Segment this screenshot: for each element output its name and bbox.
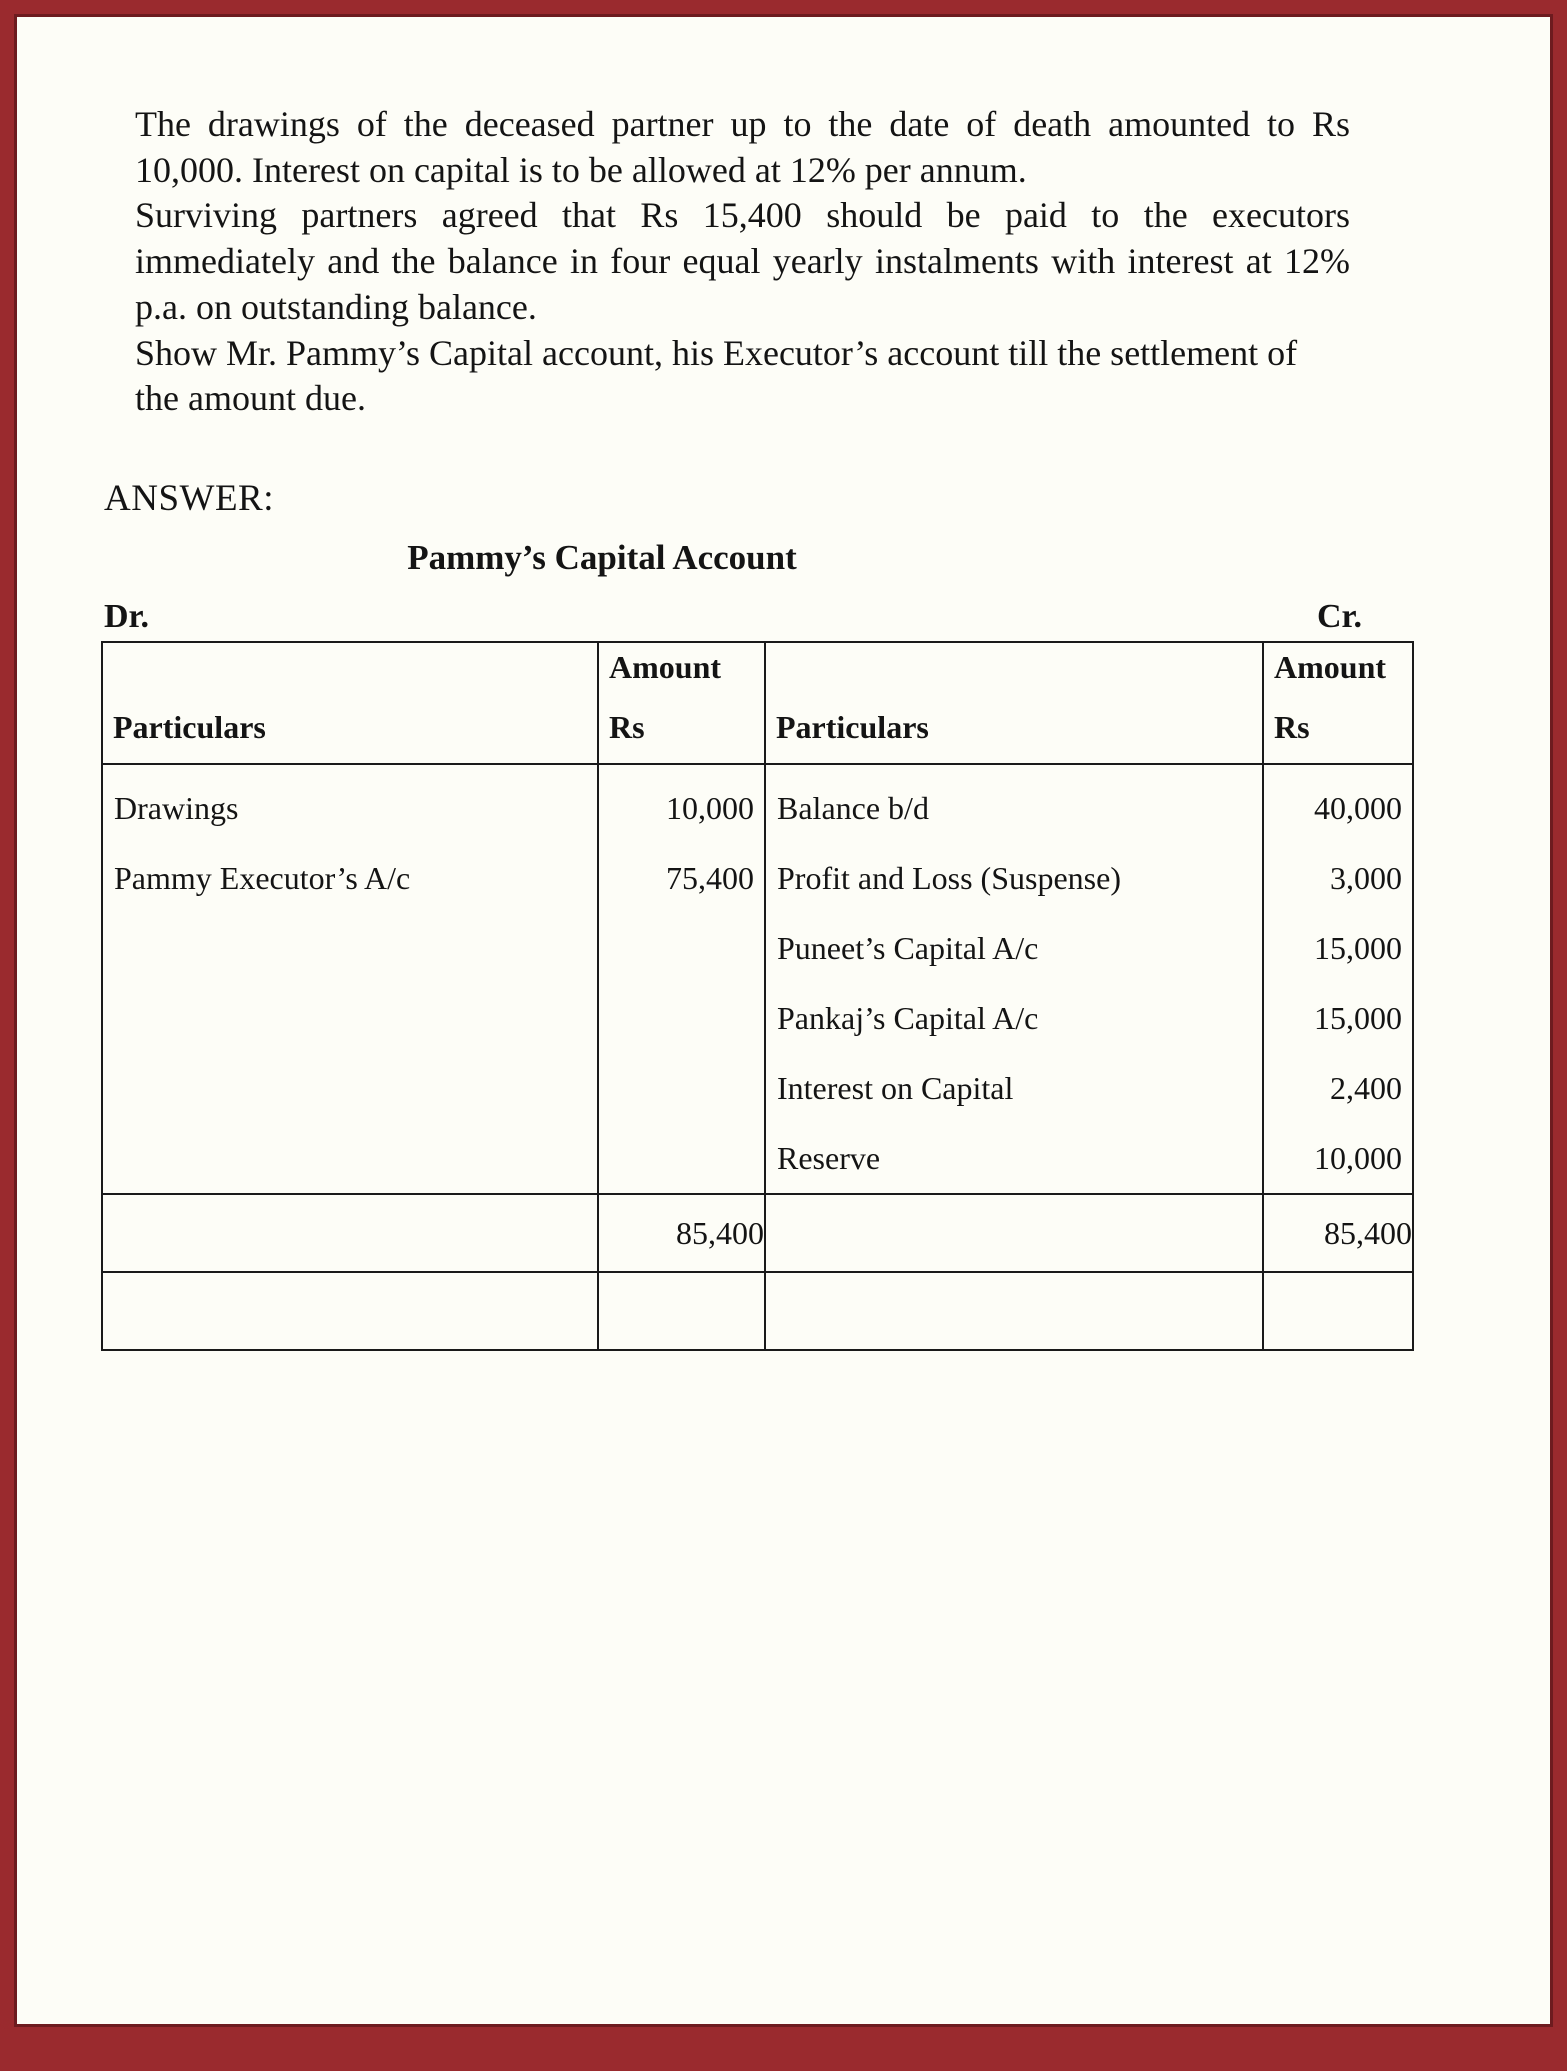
answer-label: ANSWER: xyxy=(104,478,274,519)
debit-entry-particulars-0: Drawings xyxy=(114,790,239,826)
credit-entry-amount-3: 15,000 xyxy=(1314,1000,1402,1036)
credit-particulars-cell xyxy=(765,764,1263,1194)
credit-entry-amount-0: 40,000 xyxy=(1314,790,1402,826)
credit-entry-amount-4: 2,400 xyxy=(1330,1070,1402,1106)
trailing-debit-amount xyxy=(598,1272,765,1350)
pammy-capital-account-table xyxy=(101,641,1414,1351)
table-entries-row xyxy=(102,764,1413,1194)
table-trailing-row xyxy=(102,1272,1413,1350)
header-amount-credit-currency: Rs xyxy=(1274,709,1310,745)
credit-entry-amount-1: 3,000 xyxy=(1330,860,1402,896)
document-content xyxy=(22,20,1545,2017)
header-amount-debit xyxy=(598,642,765,764)
header-amount-debit-currency: Rs xyxy=(609,709,645,745)
intro-paragraphs xyxy=(135,102,1350,422)
header-amount-debit-top: Amount xyxy=(609,649,722,685)
intro-paragraph-1: The drawings of the deceased partner up to the date of death amounted to Rs 10,000. Interest on capital is to be allowed at 12% per annum. xyxy=(135,104,1350,190)
debit-side-label: Dr. xyxy=(104,598,150,635)
totals-credit-amount: 85,400 xyxy=(1263,1194,1413,1272)
debit-entry-amount-1: 75,400 xyxy=(666,860,754,896)
debit-amounts-list xyxy=(599,773,764,913)
header-amount-credit xyxy=(1263,642,1413,764)
credit-entry-amount-5: 10,000 xyxy=(1314,1140,1402,1176)
cell-spacer xyxy=(103,765,597,773)
credit-amounts-cell xyxy=(1263,764,1413,1194)
header-particulars-debit xyxy=(102,642,598,764)
credit-entry-particulars-5: Reserve xyxy=(777,1140,881,1176)
credit-entry-amount-2: 15,000 xyxy=(1314,930,1402,966)
cell-spacer xyxy=(599,765,764,773)
totals-credit-particulars-blank xyxy=(765,1194,1263,1272)
header-particulars-credit xyxy=(765,642,1263,764)
credit-particulars-list xyxy=(766,773,1262,1193)
credit-entry-particulars-4: Interest on Capital xyxy=(777,1070,1014,1106)
trailing-debit-particulars xyxy=(102,1272,598,1350)
page-sheet xyxy=(22,20,1545,2017)
debit-particulars-list xyxy=(103,773,597,913)
header-particulars-credit-label: Particulars xyxy=(776,709,929,745)
table-header-row xyxy=(102,642,1413,764)
credit-amounts-list xyxy=(1264,773,1412,1193)
credit-entry-particulars-1: Profit and Loss (Suspense) xyxy=(777,860,1121,896)
header-amount-credit-top: Amount xyxy=(1274,649,1387,685)
debit-amounts-cell xyxy=(598,764,765,1194)
credit-entry-particulars-3: Pankaj’s Capital A/c xyxy=(777,1000,1039,1036)
account-title: Pammy’s Capital Account xyxy=(407,538,797,577)
debit-particulars-cell xyxy=(102,764,598,1194)
intro-paragraph-3: Show Mr. Pammy’s Capital account, his Executor’s account till the settlement of the amount due. xyxy=(135,332,1298,419)
credit-side-label: Cr. xyxy=(1317,598,1363,635)
debit-entry-amount-0: 10,000 xyxy=(666,790,754,826)
table-totals-row xyxy=(102,1194,1413,1272)
intro-paragraph-2: Surviving partners agreed that Rs 15,400 should be paid to the executors immediately and the balance in four equal yearly instalments with interest at 12% p.a. on outstanding balance. xyxy=(135,195,1350,327)
debit-entry-particulars-1: Pammy Executor’s A/c xyxy=(114,860,411,896)
totals-debit-particulars-blank xyxy=(102,1194,598,1272)
header-particulars-debit-label: Particulars xyxy=(113,709,266,745)
credit-entry-particulars-2: Puneet’s Capital A/c xyxy=(777,930,1039,966)
trailing-credit-amount xyxy=(1263,1272,1413,1350)
trailing-credit-particulars xyxy=(765,1272,1263,1350)
totals-debit-amount: 85,400 xyxy=(598,1194,765,1272)
credit-entry-particulars-0: Balance b/d xyxy=(777,790,929,826)
cell-spacer xyxy=(1264,765,1412,773)
cell-spacer xyxy=(766,765,1262,773)
